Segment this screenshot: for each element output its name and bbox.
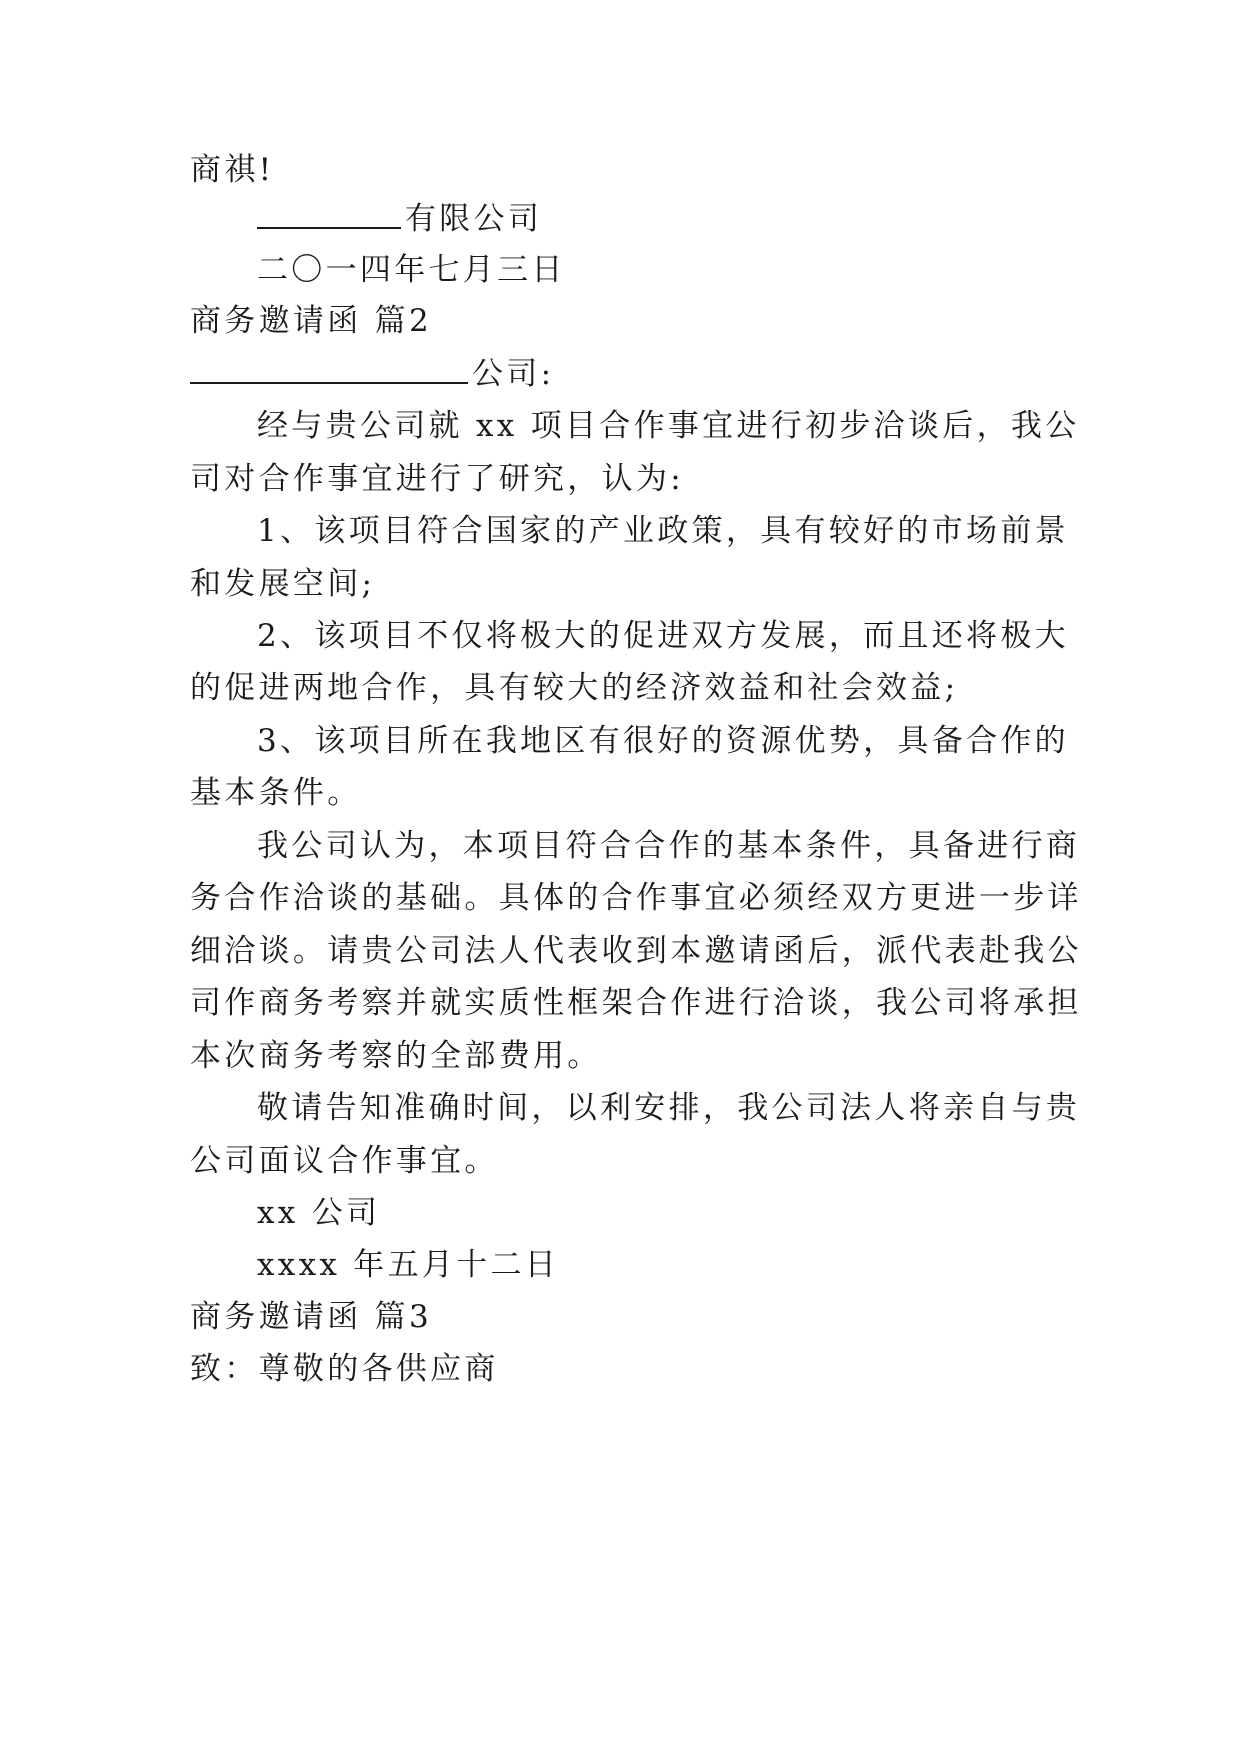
list-item-2: 2、该项目不仅将极大的促进双方发展，而且还将极大	[257, 618, 1069, 654]
list-item-3-cont: 基本条件。	[190, 775, 362, 811]
paragraph-line: 司作商务考察并就实质性框架合作进行洽谈，我公司将承担	[190, 985, 1082, 1021]
signature-company: xx 公司	[257, 1195, 381, 1231]
paragraph-line: 本次商务考察的全部费用。	[190, 1038, 602, 1074]
list-item-2-cont: 的促进两地合作，具有较大的经济效益和社会效益;	[190, 670, 959, 706]
section-title-3: 商务邀请函 篇3	[190, 1299, 432, 1335]
paragraph-line: 细洽谈。请贵公司法人代表收到本邀请函后，派代表赴我公	[190, 933, 1082, 969]
paragraph-line: 公司面议合作事宜。	[190, 1143, 499, 1179]
company-signature	[257, 199, 542, 239]
paragraph-line: 经与贵公司就 xx 项目合作事宜进行初步洽谈后，我公	[257, 408, 1080, 444]
closing-greeting: 商祺!	[190, 152, 275, 188]
list-item-1-cont: 和发展空间;	[190, 566, 376, 602]
signature-blank-line	[257, 200, 401, 229]
section-3-greeting: 致：尊敬的各供应商	[190, 1351, 499, 1387]
paragraph-line: 敬请告知准确时间，以利安排，我公司法人将亲自与贵	[257, 1090, 1081, 1126]
recipient-line	[190, 354, 554, 394]
paragraph-line: 务合作洽谈的基础。具体的合作事宜必须经双方更进一步详	[190, 880, 1082, 916]
letter-date: 二〇一四年七月三日	[257, 252, 566, 288]
paragraph-line: 我公司认为，本项目符合合作的基本条件，具备进行商	[257, 828, 1081, 864]
paragraph-line: 司对合作事宜进行了研究，认为:	[190, 461, 684, 497]
signature-date: xxxx 年五月十二日	[257, 1247, 560, 1283]
list-item-1: 1、该项目符合国家的产业政策，具有较好的市场前景	[257, 513, 1069, 549]
recipient-blank-line	[190, 355, 468, 384]
list-item-3: 3、该项目所在我地区有很好的资源优势，具备合作的	[257, 723, 1069, 759]
section-title-2: 商务邀请函 篇2	[190, 303, 432, 339]
recipient-suffix: 公司:	[472, 356, 555, 392]
company-suffix: 有限公司	[405, 201, 543, 237]
